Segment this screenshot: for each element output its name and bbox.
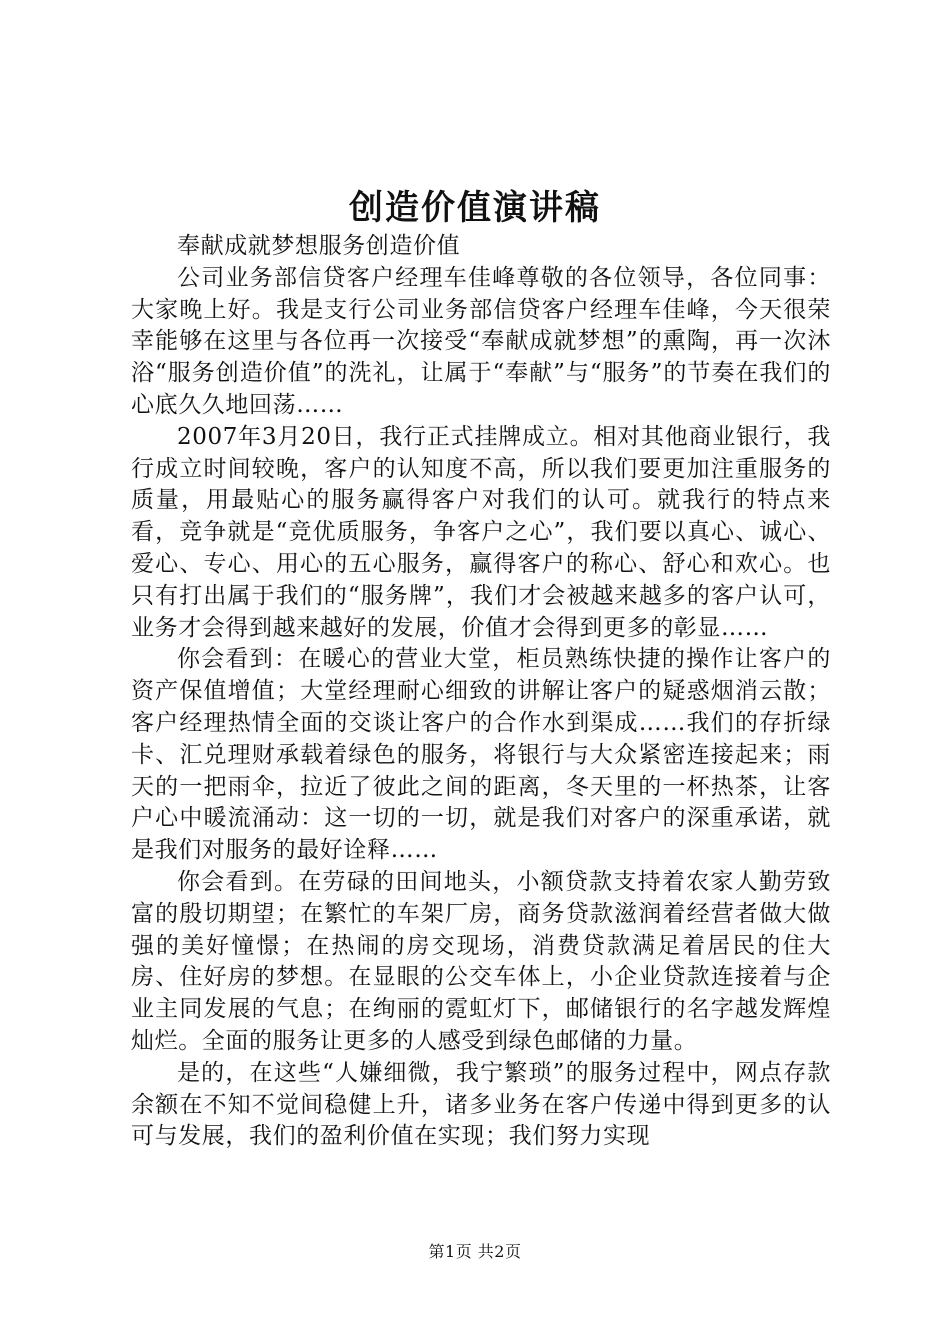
paragraph-value: 是的，在这些“人嫌细微，我宁繁琐”的服务过程中，网点存款余额在不知不觉间稳健上升，诸多业务在客户传递中得到更多的认可与发展，我们的盈利价值在实现；我们努力实现: [131, 1059, 831, 1150]
document-body: [131, 231, 831, 1153]
paragraph-founding: 2007年3月20日，我行正式挂牌成立。相对其他商业银行，我行成立时间较晚，客户的认知度不高，所以我们要更加注重服务的质量，用最贴心的服务赢得客户对我们的认可。就我行的特点来看，竞争就是“竞优质服务，争客户之心”，我们要以真心、诚心、爱心、专心、用心的五心服务，赢得客户的称心、舒心和欢心。也只有打出属于我们的“服务牌”，我们才会被越来越多的客户认可，业务才会得到越来越好的发展，价值才会得到更多的彰显……: [131, 423, 831, 641]
paragraph-greeting: 公司业务部信贷客户经理车佳峰尊敬的各位领导，各位同事：大家晚上好。我是支行公司业务部信贷客户经理车佳峰，今天很荣幸能够在这里与各位再一次接受“奉献成就梦想”的熏陶，再一次沐浴“服务创造价值”的洗礼，让属于“奉献”与“服务”的节奏在我们的心底久久地回荡……: [131, 264, 831, 418]
paragraph-loan-scenes: 你会看到。在劳碌的田间地头，小额贷款支持着农家人勤劳致富的殷切期望；在繁忙的车架厂房，商务贷款滋润着经营者做大做强的美好憧憬；在热闹的房交现场，消费贷款满足着居民的住大房、住好房的梦想。在显眼的公交车体上，小企业贷款连接着与企业主同发展的气息；在绚丽的霓虹灯下，邮储银行的名字越发辉煌灿烂。全面的服务让更多的人感受到绿色邮储的力量。: [131, 868, 831, 1054]
paragraph-service-scenes: 你会看到：在暖心的营业大堂，柜员熟练快捷的操作让客户的资产保值增值；大堂经理耐心细致的讲解让客户的疑惑烟消云散；客户经理热情全面的交谈让客户的合作水到渠成……我们的存折绿卡、汇兑理财承载着绿色的服务，将银行与大众紧密连接起来；雨天的一把雨伞，拉近了彼此之间的距离，冬天里的一杯热茶，让客户心中暖流涌动：这一切的一切，就是我们对客户的深重承诺，就是我们对服务的最好诠释……: [131, 646, 831, 864]
page-number-footer: 第1页 共2页: [428, 1242, 522, 1261]
subtitle-paragraph: 奉献成就梦想服务创造价值: [177, 233, 461, 259]
document-title: 创造价值演讲稿: [349, 188, 601, 228]
